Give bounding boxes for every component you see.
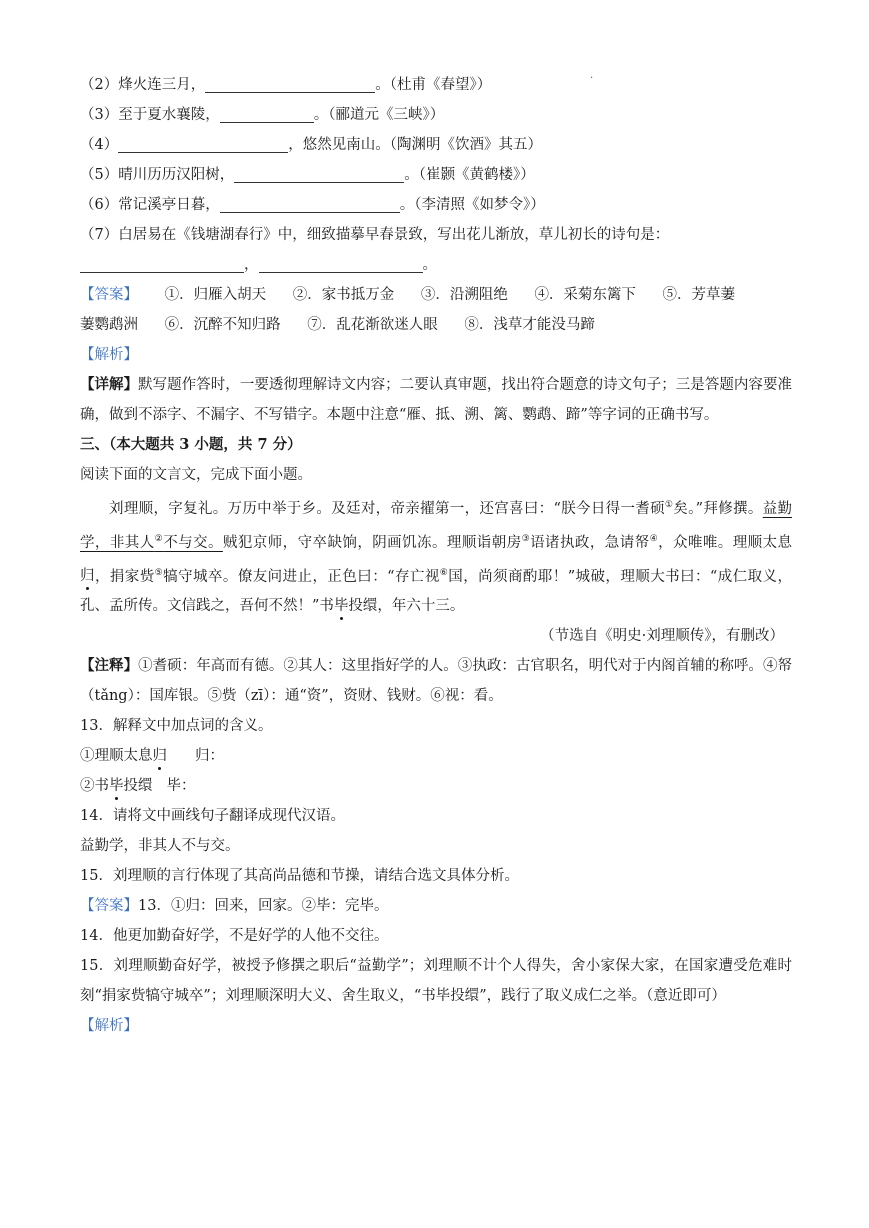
answer2-line-14: 14．他更加勤奋好学，不是好学的人他不交往。 (80, 928, 389, 945)
answer-blank[interactable] (205, 74, 375, 93)
answer-tag: 【答案】 (80, 287, 138, 303)
analysis-tag: 【解析】 (80, 347, 138, 363)
passage-source: （节选自《明史·刘理顺传》，有删改） (540, 628, 784, 645)
answer2-line-13: 【答案】13．①归：回来，回家。②毕：完毕。 (80, 898, 389, 915)
question-15: 15．刘理顺的言行体现了其高尚品德和节操，请结合选文具体分析。 (80, 868, 519, 885)
poem-line-7: （7）白居易在《钱塘湖春行》中，细致描摹早春景致，写出花儿渐放，草儿初长的诗句是： (80, 227, 670, 243)
question-14: 14．请将文中画线句子翻译成现代汉语。 (80, 808, 345, 825)
answer-blank[interactable] (80, 254, 244, 273)
notes-paragraph: 【注释】①耆硕：年高而有德。②其人：这里指好学的人。③执政：古官职名，明代对于内阁首辅的称呼。④帑（tǎng）：国库银。⑤赀（zī）：通“资”，资财、钱财。⑥视：看。 (80, 657, 792, 705)
section-heading: 三、（本大题共 3 小题，共 7 分） (80, 436, 302, 453)
answer-blank[interactable] (259, 254, 423, 273)
classical-passage: 刘理顺，字复礼。万历中举于乡。及廷对，帝亲擢第一，还宫喜曰：“朕今日得一耆硕①矣。”拜修撰。益勤学，非其人②不与交。贼犯京师，守卒缺饷，阴画饥冻。理顺诣朝房③语诸执政，急请帑④，众唯唯。理顺太息归，捐家赀⑤犒守城卒。僚友问进止，正色曰：“存亡视⑥国，尚须商酌耶！”城破，理顺大书曰：“成仁取义，孔、孟所传。文信践之，吾何不然！”书毕投缳，年六十三。 (80, 500, 793, 615)
top-mark: . (590, 70, 594, 81)
answer2-line-15: 15．刘理顺勤奋好学，被授予修撰之职后“益勤学”；刘理顺不计个人得失，舍小家保大家，在国家遭受危难时刻“捐家赀犒守城卒”；刘理顺深明大义、舍生取义，“书毕投缳”，践行了取义成仁之举。（意近即可） (80, 958, 792, 1005)
poem-line-6: （6）常记溪亭日暮， 。（李清照《如梦令》） (80, 190, 792, 220)
poem-line-7-blanks: ， 。 (80, 250, 792, 280)
detail-paragraph: 【详解】默写题作答时，一要透彻理解诗文内容；二要认真审题，找出符合题意的诗文句子；三是答题内容要准确，做到不添字、不漏字、不写错字。本题中注意“雁、抵、溯、篱、鹦鹉、蹄”等字词的正确书写。 (80, 376, 792, 423)
poem-line-3: （3）至于夏水襄陵， 。（郦道元《三峡》） (80, 100, 792, 130)
question-13: 13．解释文中加点词的含义。 (80, 718, 273, 735)
dotted-word: 归 (80, 568, 95, 585)
poem-line-5: （5）晴川历历汉阳树， 。（崔颢《黄鹤楼》） (80, 160, 792, 190)
question-14-sentence: 益勤学，非其人不与交。 (80, 838, 240, 855)
poem-line-2: （2）烽火连三月， 。（杜甫《春望》） (80, 70, 792, 100)
analysis-tag-2: 【解析】 (80, 1018, 138, 1035)
dotted-word: 毕 (333, 598, 349, 615)
section-intro: 阅读下面的文言文，完成下面小题。 (80, 467, 312, 483)
answer-blank[interactable] (220, 194, 400, 213)
answer-line-2: 萋鹦鹉洲 ⑥．沉醉不知归路 ⑦．乱花渐欲迷人眼 ⑧．浅草才能没马蹄 (80, 317, 595, 333)
question-13b: ②书毕投缳 毕： (80, 778, 196, 795)
underlined-sentence: 益勤学，非其人②不与交。 (80, 500, 792, 551)
answer-line-1: 【答案】 ①．归雁入胡天 ②．家书抵万金 ③．沿溯阻绝 ④．采菊东篱下 ⑤．芳草萋 (80, 287, 736, 303)
answer-tag: 【答案】 (80, 898, 138, 915)
poem-line-4: （4） ，悠然见南山。（陶渊明《饮酒》其五） (80, 130, 792, 160)
document-page (80, 70, 792, 1041)
question-13a: ①理顺太息归 归： (80, 748, 224, 765)
answer-blank[interactable] (118, 134, 288, 153)
answer-blank[interactable] (234, 164, 404, 183)
answer-blank[interactable] (220, 104, 314, 123)
